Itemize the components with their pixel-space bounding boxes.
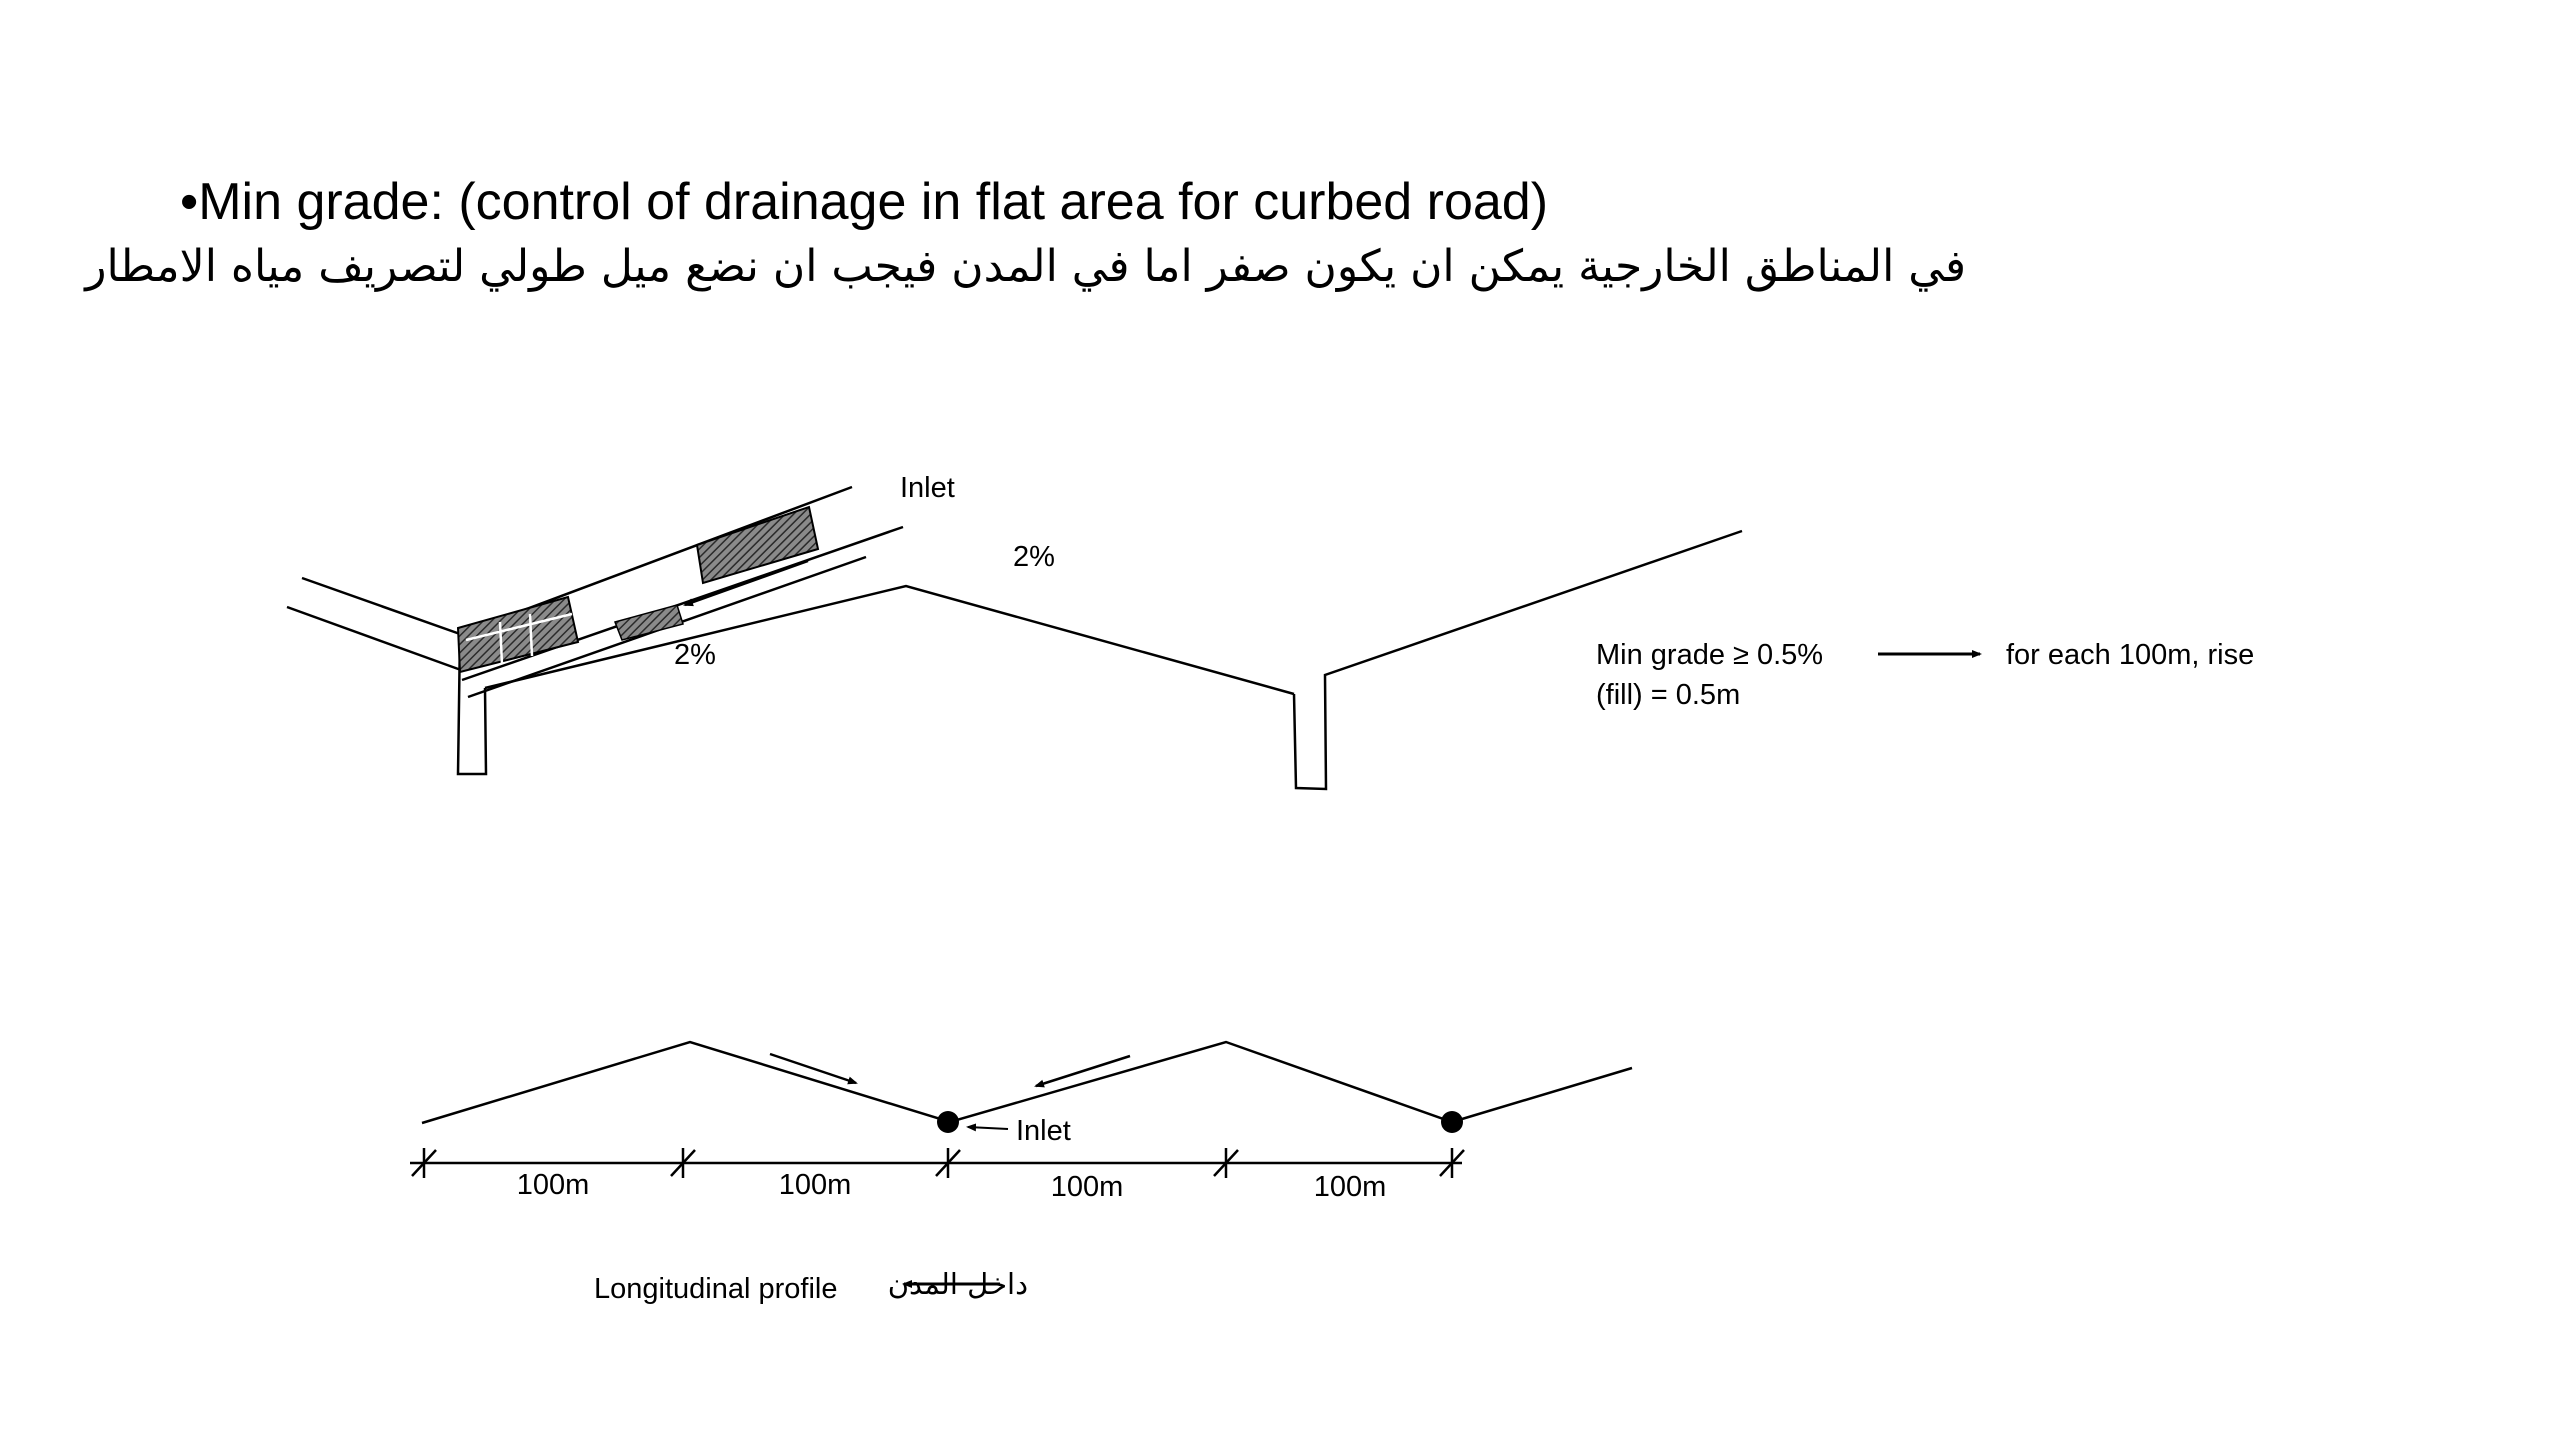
- inlet-pointer-arrow: [968, 1127, 1008, 1129]
- segment-label-4: 100m: [1313, 1171, 1387, 1203]
- segment-label-2: 100m: [778, 1169, 852, 1201]
- inlet-label-profile: Inlet: [1016, 1115, 1071, 1147]
- inlet-dot-2: [1441, 1111, 1463, 1133]
- profile-flow-arrow-right: [1036, 1056, 1130, 1086]
- cross-slope-lower-label: 2%: [674, 639, 716, 671]
- cross-slope-upper-label: 2%: [1013, 541, 1055, 573]
- segment-label-3: 100m: [1050, 1171, 1124, 1203]
- profile-caption-arabic: داخل المدن: [887, 1267, 1028, 1301]
- left-outer-line: [287, 607, 461, 670]
- profile-line: [422, 1042, 1632, 1123]
- slide-title: •Min grade: (control of drainage in flat area for curbed road): [180, 173, 1549, 231]
- min-grade-note-line2: (fill) = 0.5m: [1596, 679, 1741, 711]
- inlet-grate-right: [697, 507, 818, 583]
- left-sidewalk-line: [302, 578, 461, 670]
- min-grade-note-result: for each 100m, rise: [2006, 639, 2255, 671]
- slide-subtitle-arabic: في المناطق الخارجية يمكن ان يكون صفر اما في المدن فيجب ان نضع ميل طولي لتصريف مياه الامطار: [85, 241, 1966, 292]
- longitudinal-profile: [410, 1042, 1632, 1178]
- pavement-crown-line: [485, 586, 1294, 694]
- inlet-dot-1: [937, 1111, 959, 1133]
- segment-label-1: 100m: [516, 1169, 590, 1201]
- inlet-label-cross: Inlet: [900, 472, 955, 504]
- profile-caption: Longitudinal profile: [594, 1273, 838, 1305]
- min-grade-note-line1: Min grade ≥ 0.5%: [1596, 639, 1824, 671]
- inlet-grate-small: [615, 605, 683, 640]
